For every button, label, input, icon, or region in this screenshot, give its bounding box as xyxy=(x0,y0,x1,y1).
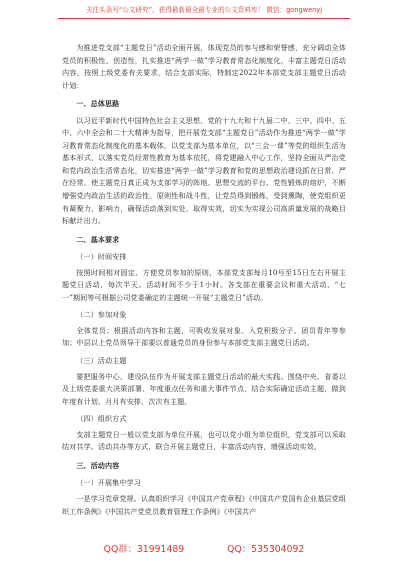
organization-paragraph: 支部主题党日一般以党支部为单位开展，也可以党小组为单位组织，党支部可以采取结对共学、活动共办等方式，联合开展主题党日，丰富活动内容，增强活动实效。 xyxy=(62,429,346,452)
header-banner xyxy=(0,6,408,15)
footer-qq-group[interactable]: QQ群：31991489 xyxy=(103,544,185,555)
subheading-study: （一）开展集中学习 xyxy=(76,478,141,488)
intro-paragraph: 为推进党支部“主题党日”活动全面开展，体现党员的参与感和荣誉感，充分调动全体党员的积极性、创造性，扎实推进“两学一做”学习教育常态化制度化，丰富主题党日活动内容，按照上级党委有关要求，结合支部实际，特制定2022年本部党支部主题党日活动计划： xyxy=(62,43,346,90)
schedule-paragraph: 按照时间相对固定、方便党员参加的原则，本部党支部每月10号至15日左右开展主题党日活动，每次半天。活动时间不少于1小时。各支部在重要会议和重大活动、“七一”期间等可根据公司党委确定的主题统一开展“主题党日”活动。 xyxy=(62,267,346,302)
footer-contact xyxy=(0,544,408,556)
footer-qq[interactable]: QQ：535304092 xyxy=(227,544,305,555)
subheading-schedule: （一）时间安排 xyxy=(76,252,127,262)
participants-paragraph: 全体党员；根据活动内容和主题，可吸收发展对象、入党积极分子、团员青年等参加；中层以上党员领导干部要以普通党员的身份参与本部党支部主题党日活动。 xyxy=(62,325,346,348)
study-paragraph: 一是学习党章党规。认真组织学习《中国共产党章程》《中国共产党国有企业基层党组织工作条例》《中国共产党党员教育管理工作条例》《中国共产 xyxy=(62,493,346,516)
header-underline xyxy=(58,18,350,19)
overview-paragraph: 以习近平新时代中国特色社会主义思想、党的十九大和十九届二中、三中、四中、五中、六中全会和二十大精神为指导，把开展党支部“主题党日”活动作为推进“两学一做”学习教育常态化制度化的基本载体，以党支部为基本单位，以“三会一课”等党的组织生活为基本形式，以落实党员经常性教育为基本依托，将党建融入中心工作，坚持全面从严治党和党内政治生活常态化，切实推进“两学一做”学习教育和党的思想政治建设抓在日常、严在经常。使主题党日真正成为支部学习的阵地、思想交流的平台、党性锻炼的熔炉，不断增强党内政治生活的政治性、原则性和战斗性，让党员得到锻炼，受到熏陶，使党组织更有凝聚力、影响力，确保活动落到实处，取得实效，切实为实现公司高质量发展的战略目标献计出力。 xyxy=(62,115,346,226)
section-heading-overview: 一、总体思路 xyxy=(76,99,120,109)
header-banner-text[interactable]: 关注头条号“公文研究”，获得最新最全最专业的公文资料库！ 微信：gongwenyj xyxy=(85,6,323,14)
section-heading-requirements: 二、基本要求 xyxy=(76,234,120,244)
subheading-theme: （三）活动主题 xyxy=(76,356,127,366)
document-body xyxy=(62,42,346,518)
subheading-organization: （四）组织方式 xyxy=(76,414,127,424)
theme-paragraph: 要把服务中心、建设队伍作为开展支部主题党日活动的最大实践。围绕中央、省委以及上级党委重大决策部署、年度重点任务和重大事件节点，结合实际确定活动主题，做到年度有计划、月月有安排、次次有主题。 xyxy=(62,371,346,406)
subheading-participants: （二）参加对象 xyxy=(76,310,127,320)
section-heading-content: 三、活动内容 xyxy=(76,460,120,470)
